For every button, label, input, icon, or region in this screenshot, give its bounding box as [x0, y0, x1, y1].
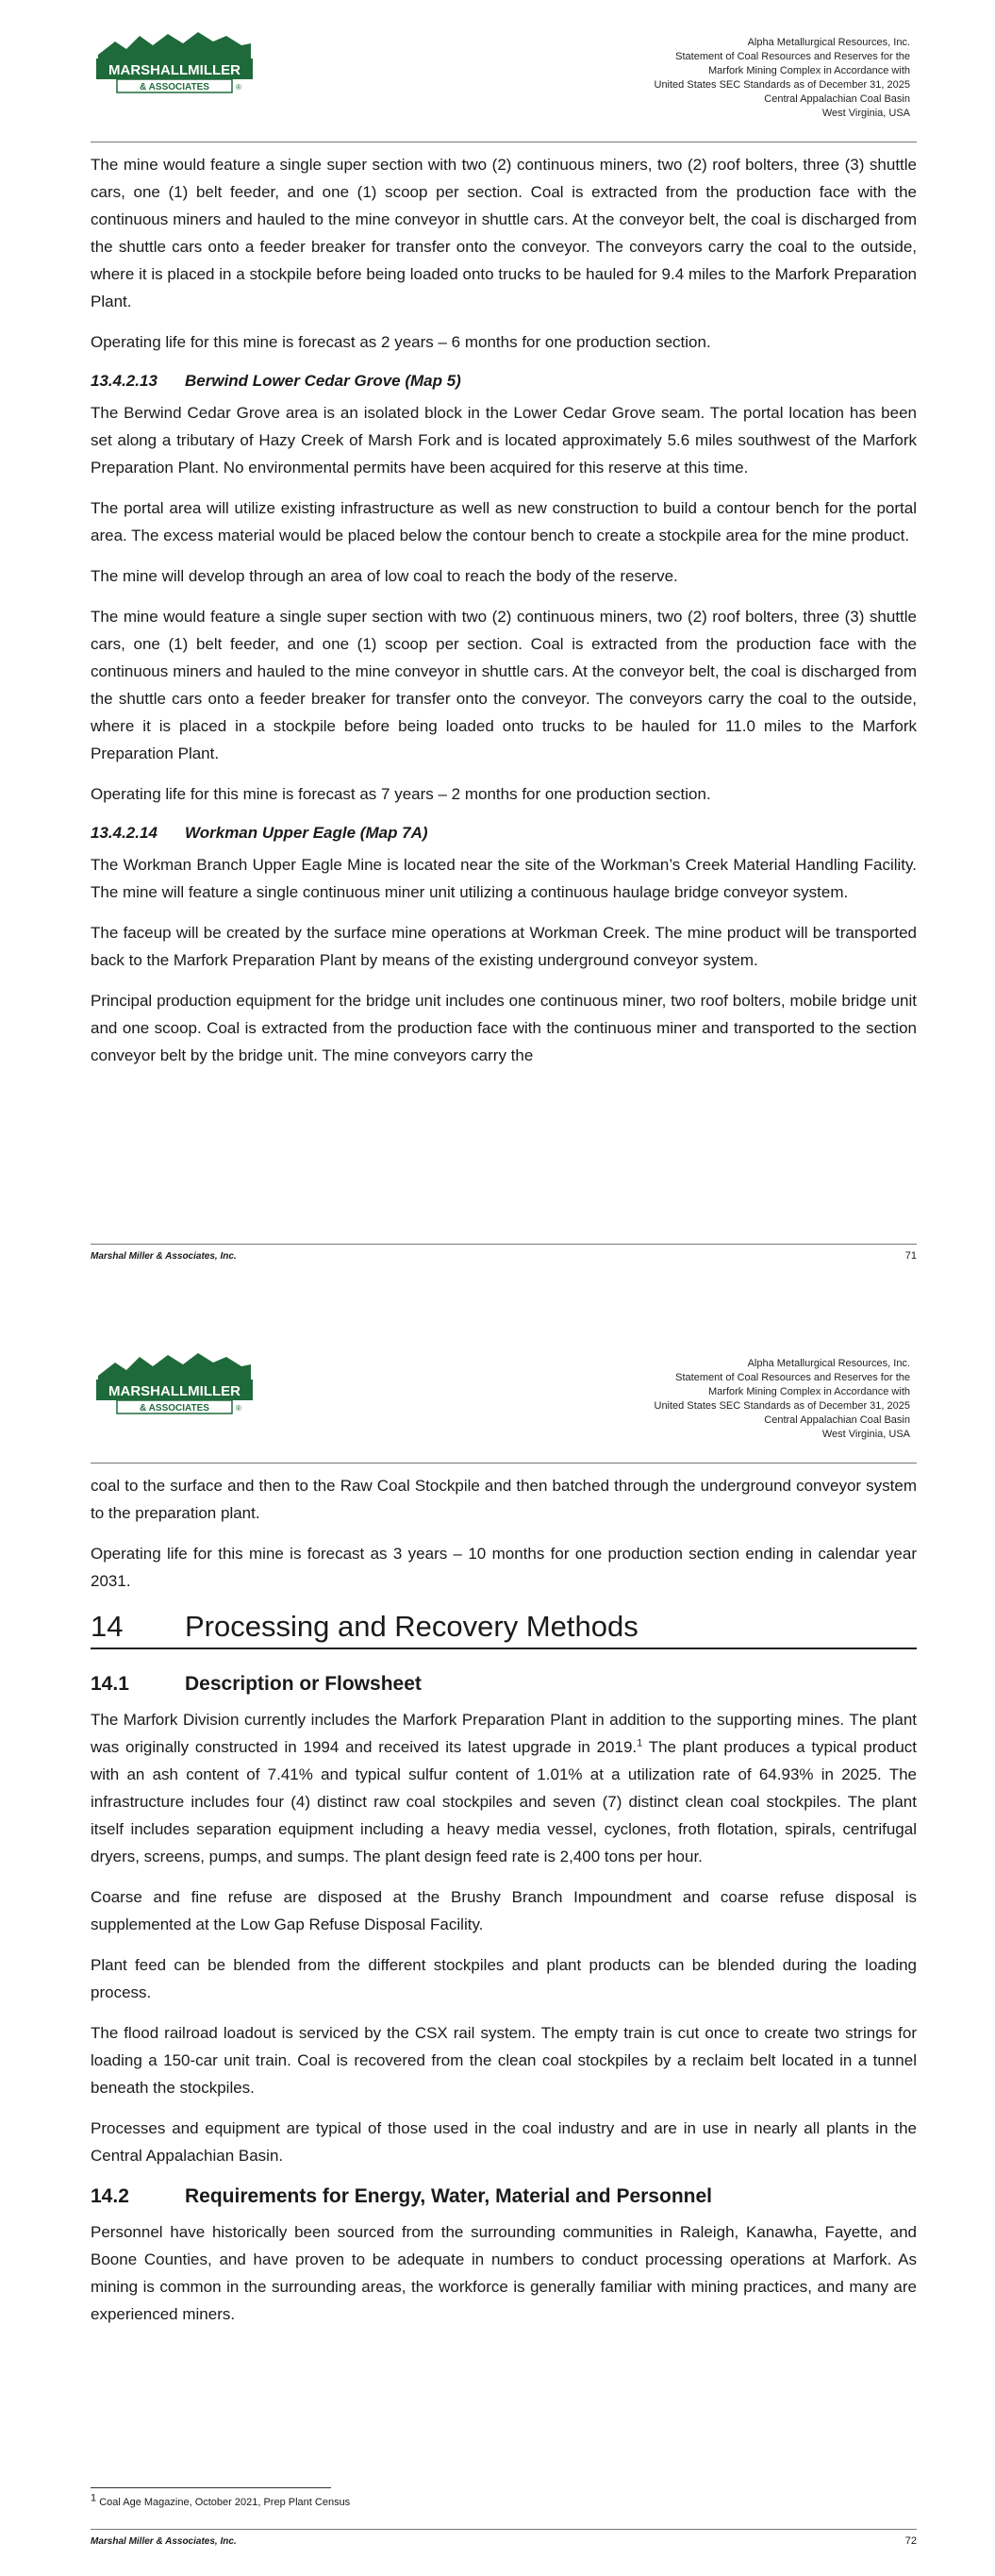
subsection-number: 13.4.2.14: [91, 824, 158, 842]
paragraph-text: The Marfork Division currently includes the Marfork Preparation Plant in addition to the supporting mines. The plant was originally constructed in 1994 and received its latest upgrade in 2019.: [91, 1711, 917, 1756]
subsection-number: 13.4.2.13: [91, 372, 158, 390]
chapter-number: 14: [91, 1610, 124, 1643]
paragraph: Processes and equipment are typical of those used in the coal industry and are in use in nearly all plants in the Central Appalachian Basin.: [91, 2119, 917, 2165]
marshall-miller-logo: [94, 26, 255, 102]
paragraph: Coarse and fine refuse are disposed at the Brushy Branch Impoundment and coarse refuse disposal is supplemented at the Low Gap Refuse Disposal Facility.: [91, 1888, 917, 1933]
paragraph: Principal production equipment for the bridge unit includes one continuous miner, two roof bolters, mobile bridge unit and one scoop. Coal is extracted from the production face with the continuous miner and transported to the section conveyor belt by the bridge unit. The mine conveyors carry the: [91, 992, 917, 1064]
subsection-heading: [91, 821, 917, 845]
footnote: [91, 2492, 351, 2508]
footer-divider: [91, 2529, 917, 2530]
subsection-title: Workman Upper Eagle (Map 7A): [185, 824, 428, 842]
footer-company: Marshal Miller & Associates, Inc.: [91, 1251, 237, 1262]
chapter-title: Processing and Recovery Methods: [185, 1610, 638, 1643]
footnote-number: 1: [91, 2492, 97, 2504]
section-heading: [91, 2183, 917, 2211]
page-72: [0, 1321, 995, 2576]
header-line: United States SEC Standards as of December 31, 2025: [654, 1400, 910, 1412]
paragraph: coal to the surface and then to the Raw Coal Stockpile and then batched through the underground conveyor system to the preparation plant.: [91, 1477, 917, 1522]
page-number: 71: [904, 1250, 917, 1262]
paragraph: The portal area will utilize existing infrastructure as well as new construction to build a contour bench for the portal area. The excess material would be placed below the contour bench to create a stockpile area for the mine product.: [91, 499, 917, 544]
paragraph-text: The plant produces a typical product with an ash content of 7.41% and typical sulfur content of 1.01% at a utilization rate of 64.93% in 2025. The infrastructure includes four (4) distinct raw coal stockpiles and seven (7) distinct clean coal stockpiles. The plant itself includes separation equipment including a heavy media vessel, cyclones, froth flotation, spirals, centrifugal dryers, screens, pumps, and sumps. The plant design feed rate is 2,400 tons per hour.: [91, 1738, 917, 1865]
footnote-reference[interactable]: 1: [637, 1737, 643, 1749]
paragraph: The mine would feature a single super section with two (2) continuous miners, two (2) roof bolters, three (3) shuttle cars, one (1) belt feeder, and one (1) scoop per section. Coal is extracted from the production face with the continuous miners and hauled to the mine conveyor in shuttle cars. At the conveyor belt, the coal is discharged from the shuttle cars onto a feeder breaker for transfer onto the conveyor. The conveyors carry the coal to the outside, where it is placed in a stockpile before being loaded onto trucks to be hauled for 11.0 miles to the Marfork Preparation Plant.: [91, 608, 917, 762]
logo-text-top: MARSHALLMILLER: [108, 62, 240, 78]
paragraph: Operating life for this mine is forecast as 7 years – 2 months for one production section.: [91, 785, 711, 803]
header-line: West Virginia, USA: [821, 1429, 910, 1440]
header-line: Central Appalachian Coal Basin: [764, 1414, 910, 1426]
page-body: [91, 151, 917, 1082]
header-line: United States SEC Standards as of December 31, 2025: [654, 79, 910, 91]
paragraph: The mine will develop through an area of low coal to reach the body of the reserve.: [91, 567, 678, 585]
subsection-heading: [91, 369, 917, 393]
subsection-title: Berwind Lower Cedar Grove (Map 5): [185, 372, 461, 390]
paragraph: Operating life for this mine is forecast as 3 years – 10 months for one production section ending in calendar year 2031.: [91, 1545, 917, 1590]
section-title: Description or Flowsheet: [185, 1673, 422, 1695]
header-line: Statement of Coal Resources and Reserves for the: [675, 1372, 910, 1383]
page-body: [91, 1472, 917, 2341]
paragraph: The flood railroad loadout is serviced by the CSX rail system. The empty train is cut once to create two strings for loading a 150-car unit train. Coal is recovered from the clean coal stockpiles by a reclaim belt located in a tunnel beneath the stockpiles.: [91, 2024, 917, 2097]
footer-company: Marshal Miller & Associates, Inc.: [91, 2536, 237, 2547]
header-line: Central Appalachian Coal Basin: [764, 93, 910, 105]
section-heading: [91, 1670, 917, 1698]
paragraph: The mine would feature a single super section with two (2) continuous miners, two (2) roof bolters, three (3) shuttle cars, one (1) belt feeder, and one (1) scoop per section. Coal is extracted from the production face with the continuous miners and hauled to the mine conveyor in shuttle cars. At the conveyor belt, the coal is discharged from the shuttle cars onto a feeder breaker for transfer onto the conveyor. The conveyors carry the coal to the outside, where it is placed in a stockpile before being loaded onto trucks to be hauled for 9.4 miles to the Marfork Preparation Plant.: [91, 156, 917, 310]
header-line: Marfork Mining Complex in Accordance with: [708, 1386, 910, 1397]
section-number: 14.2: [91, 2185, 129, 2207]
header-line: Statement of Coal Resources and Reserves for the: [675, 51, 910, 62]
document-header: [655, 36, 911, 121]
chapter-heading: [91, 1608, 917, 1649]
section-title: Requirements for Energy, Water, Material and Personnel: [185, 2185, 712, 2207]
header-line: Marfork Mining Complex in Accordance with: [708, 65, 910, 76]
paragraph: Personnel have historically been sourced from the surrounding communities in Raleigh, Kanawha, Fayette, and Boone Counties, and have proven to be adequate in numbers to conduct processing operations at Marfork. As mining is common in the surrounding areas, the workforce is generally familiar with mining practices, and many are experienced miners.: [91, 2223, 917, 2323]
paragraph: Plant feed can be blended from the different stockpiles and plant products can be blended during the loading process.: [91, 1956, 917, 2001]
logo-registered-mark: ®: [236, 83, 241, 92]
paragraph: [91, 1706, 917, 1870]
paragraph: The Berwind Cedar Grove area is an isolated block in the Lower Cedar Grove seam. The portal location has been set along a tributary of Hazy Creek of Marsh Fork and is located approximately 5.6 miles southwest of the Marfork Preparation Plant. No environmental permits have been acquired for this reserve at this time.: [91, 404, 917, 477]
header-line: West Virginia, USA: [821, 108, 910, 119]
paragraph: The faceup will be created by the surface mine operations at Workman Creek. The mine product will be transported back to the Marfork Preparation Plant by means of the existing underground conveyor system.: [91, 924, 917, 969]
header-line: Alpha Metallurgical Resources, Inc.: [747, 37, 910, 48]
logo-text-top: MARSHALLMILLER: [108, 1383, 240, 1399]
marshall-miller-logo: [94, 1347, 255, 1423]
document-header: [655, 1357, 911, 1442]
footer-divider: [91, 1244, 917, 1245]
paragraph: The Workman Branch Upper Eagle Mine is located near the site of the Workman’s Creek Material Handling Facility. The mine will feature a single continuous miner unit utilizing a continuous haulage bridge conveyor system.: [91, 856, 917, 901]
paragraph: Operating life for this mine is forecast as 2 years – 6 months for one production section.: [91, 333, 711, 351]
header-line: Alpha Metallurgical Resources, Inc.: [747, 1358, 910, 1369]
logo-text-bottom: & ASSOCIATES: [140, 1403, 209, 1413]
footnote-text: Coal Age Magazine, October 2021, Prep Plant Census: [99, 2497, 351, 2508]
logo-registered-mark: ®: [236, 1404, 241, 1413]
footnote-divider: [91, 2487, 331, 2488]
page-number: 72: [904, 2535, 917, 2547]
logo-text-bottom: & ASSOCIATES: [140, 82, 209, 92]
header-divider: [91, 1463, 917, 1464]
section-number: 14.1: [91, 1673, 129, 1695]
